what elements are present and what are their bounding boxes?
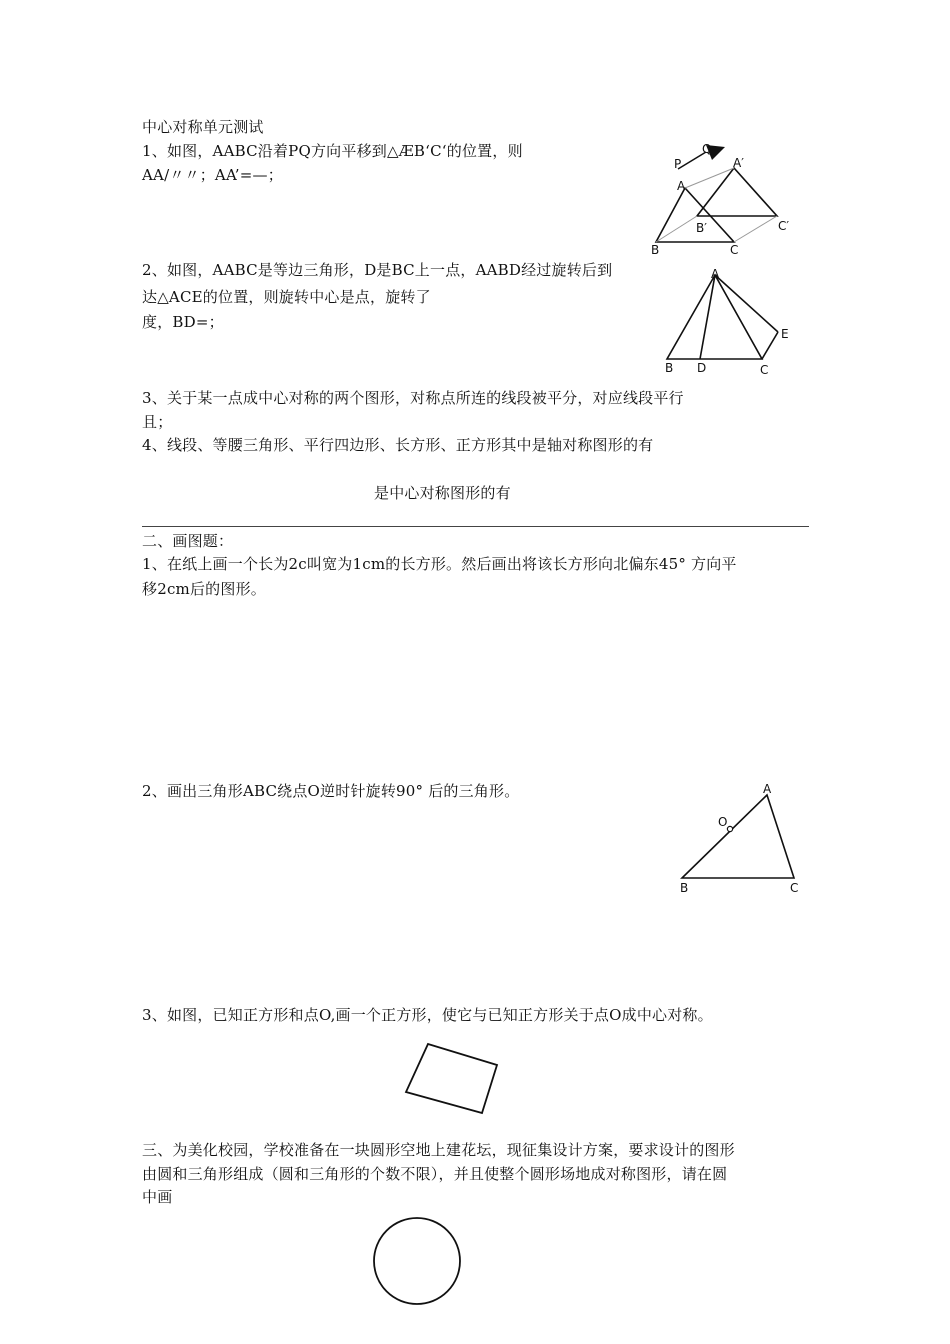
- label-a: A: [763, 782, 772, 796]
- label-e: E: [781, 327, 789, 341]
- drawing-question-2: 2、画出三角形ABC绕点O逆时针旋转90° 后的三角形。: [142, 782, 520, 800]
- circular-plot: [374, 1218, 460, 1304]
- label-d: D: [697, 361, 707, 375]
- label-b: B: [680, 881, 689, 895]
- question-4-line-1: 4、线段、等腰三角形、平行四边形、长方形、正方形其中是轴对称图形的有: [142, 436, 654, 454]
- triangle-abc: [667, 275, 762, 359]
- section-2-heading: 二、画图题：: [142, 532, 234, 550]
- label-a-prime: A′: [733, 156, 744, 170]
- triangle-abc: [656, 188, 734, 242]
- section-3-line-3: 中画: [142, 1188, 173, 1206]
- figure-2-rotation-diagram: [655, 265, 800, 380]
- question-1-line-2: AA/〃〃；AA’=—；: [142, 166, 283, 184]
- figure-5-circle: [370, 1214, 465, 1309]
- label-c: C: [790, 881, 799, 895]
- label-c: C: [760, 363, 769, 377]
- page-title: 中心对称单元测试: [142, 118, 264, 136]
- question-3-line-2: 且；: [142, 413, 173, 431]
- label-p: P: [674, 157, 682, 171]
- label-o: O: [718, 815, 728, 829]
- section-divider: [142, 526, 809, 527]
- drawing-question-1-line-1: 1、在纸上画一个长为2c叫宽为1cm的长方形。然后画出将该长方形向北偏东45° 方向平: [142, 555, 737, 573]
- label-b: B: [665, 361, 674, 375]
- segment-ae: [715, 275, 778, 332]
- label-b-prime: B′: [696, 221, 707, 235]
- label-c-prime: C′: [778, 219, 790, 233]
- segment-ce: [762, 332, 778, 359]
- label-a: A: [677, 179, 686, 193]
- label-q: Q: [702, 142, 712, 156]
- question-1-line-1: 1、如图，AABC沿着PQ方向平移到△ÆB‘C‘的位置，则: [142, 142, 523, 160]
- figure-4-square: [400, 1040, 505, 1120]
- label-a: A: [711, 267, 720, 281]
- section-3-line-1: 三、为美化校园，学校准备在一块圆形空地上建花坛，现征集设计方案，要求设计的图形: [142, 1141, 735, 1159]
- point-o: [727, 826, 732, 831]
- label-c: C: [730, 243, 739, 257]
- drawing-question-1-line-2: 移2cm后的图形。: [142, 580, 266, 598]
- segment-ae-inner: [715, 275, 762, 359]
- figure-3-triangle-with-point-o: [672, 780, 812, 900]
- question-2-line-1: 2、如图，AABC是等边三角形，D是BC上一点，AABD经过旋转后到: [142, 261, 613, 279]
- question-4-line-2: 是中心对称图形的有: [374, 484, 511, 502]
- triangle-abc: [682, 795, 794, 878]
- given-square: [406, 1044, 497, 1113]
- drawing-question-3: 3、如图，已知正方形和点O,画一个正方形，使它与已知正方形关于点O成中心对称。: [142, 1006, 713, 1024]
- figure-1-translation-diagram: [640, 138, 810, 263]
- section-3-line-2: 由圆和三角形组成（圆和三角形的个数不限），并且使整个圆形场地成对称图形，请在圆: [142, 1165, 728, 1183]
- segment-cc-prime: [734, 216, 777, 242]
- question-2-line-3: 度，BD=；: [142, 313, 224, 331]
- label-b: B: [651, 243, 660, 257]
- question-3-line-1: 3、关于某一点成中心对称的两个图形，对称点所连的线段被平分，对应线段平行: [142, 389, 684, 407]
- triangle-abc-translated: [697, 168, 777, 216]
- question-2-line-2: 达△ACE的位置，则旋转中心是点，旋转了: [142, 288, 431, 306]
